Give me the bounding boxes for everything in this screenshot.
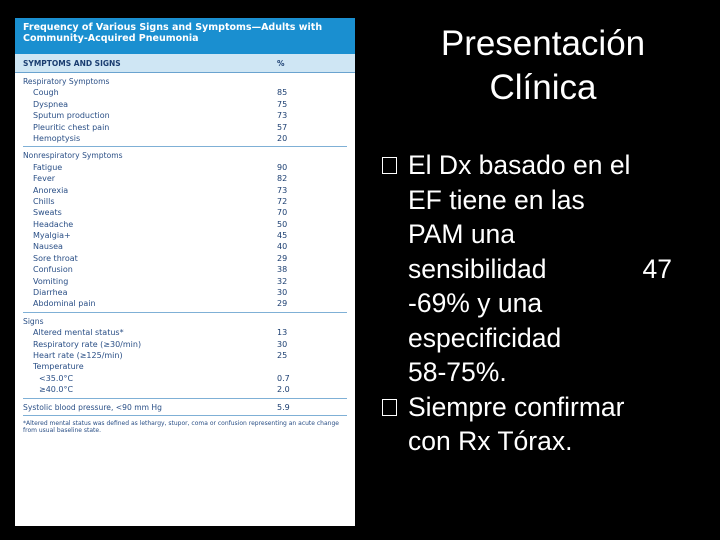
row-label: Vomiting (33, 276, 69, 286)
table-row (23, 339, 347, 350)
table-section (23, 399, 347, 416)
row-value: 2.0 (277, 385, 290, 395)
bullet-line-part: 47 (642, 253, 672, 284)
table-section (23, 147, 347, 312)
table-row (23, 87, 347, 98)
row-value: 0.7 (277, 373, 290, 383)
row-value: 30 (277, 288, 288, 298)
row-value: 30 (277, 339, 288, 349)
table-footnote: *Altered mental status was defined as lethargy, stupor, coma or confusion representing an acute change from usual baseline state. (23, 419, 339, 435)
bullet-line: especificidad (408, 322, 562, 353)
row-label: Anorexia (33, 185, 69, 195)
row-value: 90 (277, 162, 288, 172)
row-label: Diarrhea (33, 288, 68, 298)
table-body (15, 73, 355, 416)
bullet-line-part: sensibilidad (408, 253, 547, 284)
table-row (23, 230, 347, 241)
row-label: Fever (33, 174, 56, 184)
table-row (23, 219, 347, 230)
table-row (23, 150, 347, 161)
row-label: Respiratory rate (≥30/min) (33, 339, 142, 349)
row-label: Systolic blood pressure, <90 mm Hg (23, 402, 162, 412)
row-value (277, 361, 347, 372)
table-row (23, 373, 347, 384)
row-value: 20 (277, 133, 288, 143)
table-row (23, 327, 347, 338)
table-row (23, 110, 347, 121)
row-value: 29 (277, 253, 288, 263)
table-row (23, 276, 347, 287)
bullet-line: 58-75%. (408, 357, 507, 387)
row-value: 57 (277, 122, 288, 132)
table-row (23, 76, 347, 87)
row-value: 38 (277, 265, 288, 275)
table-row (23, 350, 347, 361)
bullet-text (408, 148, 702, 390)
row-value: 13 (277, 328, 288, 338)
row-label: Sore throat (33, 253, 78, 263)
table-section (23, 73, 347, 147)
slide-title-line1: Presentación (440, 24, 646, 63)
row-value (277, 150, 347, 161)
row-label: Confusion (33, 265, 73, 275)
row-label: Myalgia+ (33, 231, 71, 241)
table-row (23, 384, 347, 395)
bullet-item (382, 148, 702, 390)
table-row (23, 402, 347, 413)
table-row (23, 173, 347, 184)
bullet-line: EF tiene en las (408, 184, 585, 215)
row-label: Respiratory Symptoms (23, 77, 110, 86)
table-row (23, 361, 347, 372)
row-label: Altered mental status* (33, 328, 124, 338)
table-header-symptoms: SYMPTOMS AND SIGNS (23, 58, 121, 68)
row-value: 73 (277, 185, 288, 195)
row-value: 82 (277, 174, 288, 184)
row-value: 75 (277, 99, 288, 109)
bullet-list (382, 148, 702, 459)
bullet-line: con Rx Tórax. (408, 426, 573, 456)
row-label: Nausea (33, 242, 63, 252)
bullet-item (382, 390, 702, 459)
row-label: Cough (33, 88, 59, 98)
row-value: 5.9 (277, 402, 290, 412)
row-label: Heart rate (≥125/min) (33, 350, 123, 360)
bullet-text (408, 390, 702, 459)
row-value: 29 (277, 299, 288, 309)
row-value: 50 (277, 219, 288, 229)
row-label: Sputum production (33, 111, 110, 121)
table-header (15, 54, 355, 73)
table-row (23, 162, 347, 173)
row-value: 85 (277, 88, 288, 98)
bullet-line: -69% y una (408, 288, 543, 318)
table-header-percent: % (277, 58, 285, 68)
row-value: 40 (277, 242, 288, 252)
table-row (23, 122, 347, 133)
symptoms-table-image (15, 18, 355, 526)
bullet-line (408, 252, 672, 287)
table-title: Frequency of Various Signs and Symptoms—Adults with Community-Acquired Pneumonia (15, 18, 355, 54)
row-label: <35.0°C (39, 373, 74, 383)
row-value (277, 316, 347, 327)
bullet-line: El Dx basado en el (408, 150, 631, 180)
square-bullet-icon (382, 399, 397, 416)
row-value: 25 (277, 350, 288, 360)
row-value (277, 76, 347, 87)
row-label: Headache (33, 219, 74, 229)
table-section (23, 313, 347, 399)
table-row (23, 99, 347, 110)
row-label: Nonrespiratory Symptoms (23, 151, 123, 161)
row-value: 73 (277, 111, 288, 121)
table-row (23, 207, 347, 218)
slide-title-line2: Clínica (489, 68, 597, 107)
row-value: 32 (277, 276, 288, 286)
row-label: Signs (23, 316, 44, 326)
table-row (23, 316, 347, 327)
table-row (23, 133, 347, 144)
row-label: Fatigue (33, 162, 63, 172)
row-label: Chills (33, 196, 55, 206)
row-label: Abdominal pain (33, 299, 96, 309)
row-label: Pleuritic chest pain (33, 122, 110, 132)
table-row (23, 196, 347, 207)
square-bullet-icon (382, 157, 397, 174)
bullet-line: Siempre confirmar (408, 391, 625, 422)
row-value: 45 (277, 231, 288, 241)
table-row (23, 264, 347, 275)
row-label: Temperature (33, 362, 84, 372)
slide-title (380, 22, 706, 110)
table-row (23, 253, 347, 264)
table-row (23, 287, 347, 298)
table-row (23, 185, 347, 196)
row-label: Hemoptysis (33, 133, 81, 143)
row-value: 72 (277, 196, 288, 206)
row-label: Dyspnea (33, 99, 69, 109)
row-label: ≥40.0°C (39, 385, 74, 395)
table-row (23, 241, 347, 252)
bullet-line: PAM una (408, 219, 516, 249)
row-label: Sweats (33, 208, 62, 218)
table-row (23, 298, 347, 309)
row-value: 70 (277, 208, 288, 218)
